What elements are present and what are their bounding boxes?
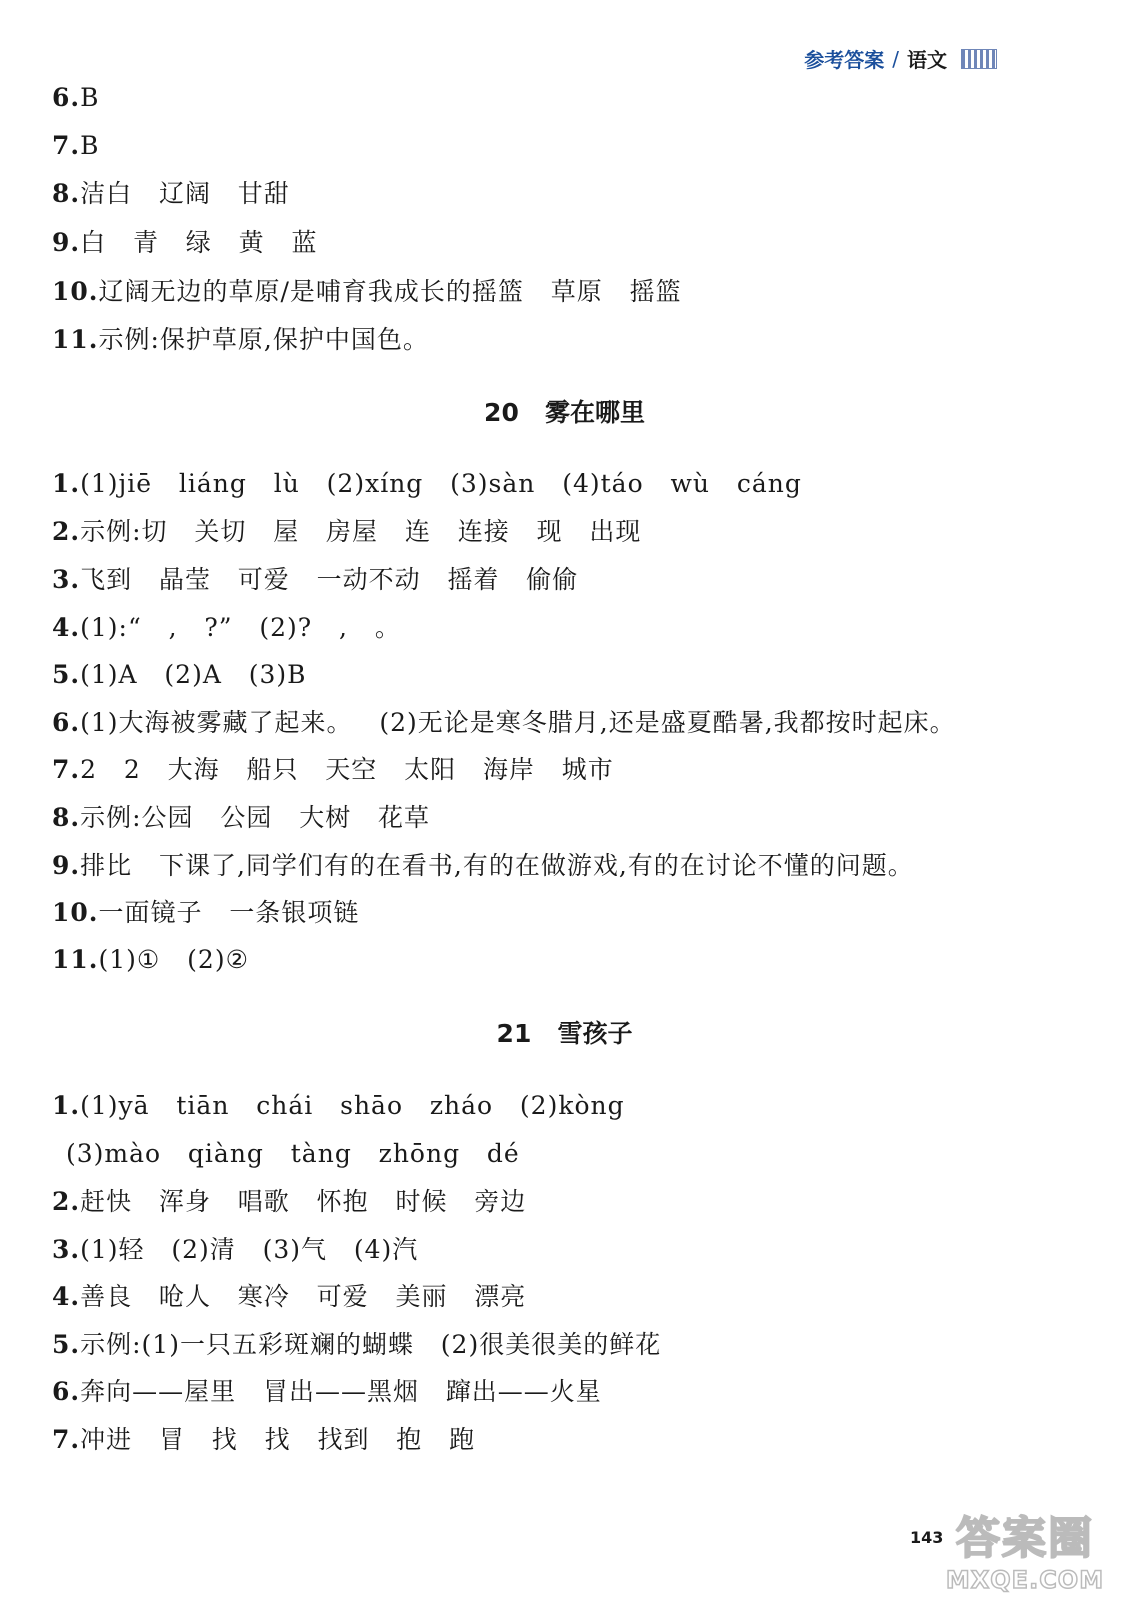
watermark-url: MXQE.COM [945,1565,1105,1594]
answer-line: 5.(1)A (2)A (3)B [52,660,307,689]
answer-line: 3.(1)轻 (2)清 (3)气 (4)汽 [52,1235,419,1264]
answer-line: 10.辽阔无边的草原/是哺育我成长的摇篮 草原 摇篮 [52,277,682,306]
answer-line: 8.示例:公园 公园 大树 花草 [52,803,431,832]
answer-line: 2.赶快 浑身 唱歌 怀抱 时候 旁边 [52,1187,527,1216]
answer-line: 9.白 青 绿 黄 蓝 [52,228,318,257]
answer-line: 1.(1)jiē liáng lù (2)xíng (3)sàn (4)táo wù cáng [52,469,802,498]
header-decoration-icon [961,49,997,69]
answer-line: 4.(1):“ , ?” (2)? , 。 [52,613,401,642]
answer-line: 8.洁白 辽阔 甘甜 [52,179,290,208]
answer-line: 11.(1)① (2)② [52,945,249,974]
section-title: 21 雪孩子 [496,1019,633,1048]
answer-line: 10.一面镜子 一条银项链 [52,898,360,927]
answer-line: 3.飞到 晶莹 可爱 一动不动 摇着 偷偷 [52,565,579,594]
answer-line: 6.奔向——屋里 冒出——黑烟 蹿出——火星 [52,1377,602,1406]
answer-line: 7.冲进 冒 找 找 找到 抱 跑 [52,1425,476,1454]
answer-line: 5.示例:(1)一只五彩斑斓的蝴蝶 (2)很美很美的鲜花 [52,1330,662,1359]
section-title: 20 雾在哪里 [484,398,645,427]
watermark-text: 答案圈 [956,1512,1094,1564]
answer-line: 6.(1)大海被雾藏了起来。 (2)无论是寒冬腊月,还是盛夏酷暑,我都按时起床。 [52,708,956,737]
page-number: 143 [910,1528,944,1547]
answer-line: 4.善良 呛人 寒冷 可爱 美丽 漂亮 [52,1282,527,1311]
answer-line: 7.B [52,131,100,160]
answer-line-continued: (3)mào qiàng tàng zhōng dé [66,1139,520,1168]
answer-line: 9.排比 下课了,同学们有的在看书,有的在做游戏,有的在讨论不懂的问题。 [52,851,914,880]
answer-label: 参考答案 [804,48,885,72]
page-header [804,44,997,73]
subject-label: 语文 [907,48,947,72]
watermark-logo [940,1500,1110,1595]
header-separator: / [892,46,899,71]
answer-line: 2.示例:切 关切 屋 房屋 连 连接 现 出现 [52,517,642,546]
answer-line: 11.示例:保护草原,保护中国色。 [52,325,429,354]
answer-line: 6.B [52,83,100,112]
answer-line: 7.2 2 大海 船只 天空 太阳 海岸 城市 [52,755,614,784]
answer-line: 1.(1)yā tiān chái shāo zháo (2)kòng [52,1091,625,1120]
